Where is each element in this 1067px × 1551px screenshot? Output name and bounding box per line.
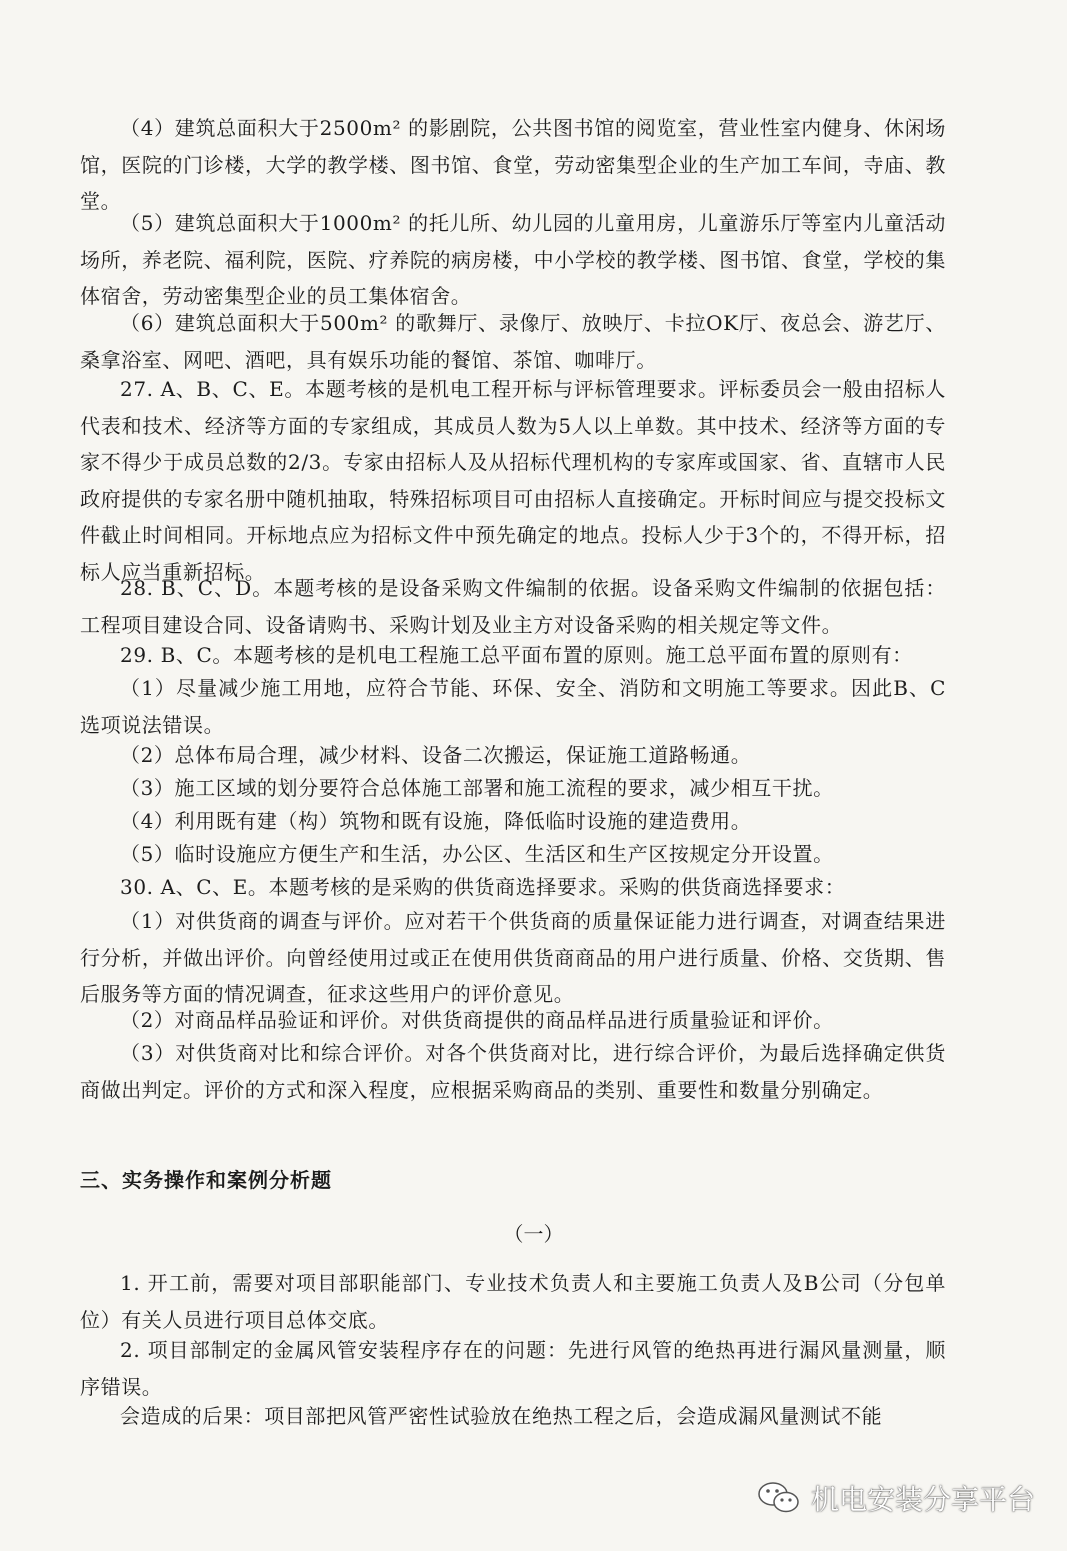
paragraph-item-4: （4）建筑总面积大于2500m² 的影剧院，公共图书馆的阅览室，营业性室内健身、休闲场馆，医院的门诊楼，大学的教学楼、图书馆、食堂，劳动密集型企业的生产加工车间，寺庙、教堂。 [80, 116, 946, 213]
wechat-icon [757, 1480, 801, 1516]
answer-29-point-4: （4）利用既有建（构）筑物和既有设施，降低临时设施的建造费用。 [120, 809, 752, 833]
case-answer-2: 2. 项目部制定的金属风管安装程序存在的问题：先进行风管的绝热再进行漏风量测量，顺序错误。 [80, 1338, 946, 1399]
answer-27: 27. A、B、C、E。本题考核的是机电工程开标与评标管理要求。评标委员会一般由招标人代表和技术、经济等方面的专家组成，其成员人数为5人以上单数。其中技术、经济等方面的专家不得少于成员总数的2/3。专家由招标人及从招标代理机构的专家库或国家、省、直辖市人民政府提供的专家名册中随机抽取，特殊招标项目可由招标人直接确定。开标时间应与提交投标文件截止时间相同。开标地点应为招标文件中预先确定的地点。投标人少于3个的，不得开标，招标人应当重新招标。 [80, 377, 946, 584]
case-answer-1: 1. 开工前，需要对项目部职能部门、专业技术负责人和主要施工负责人及B公司（分包单位）有关人员进行项目总体交底。 [80, 1271, 946, 1332]
paragraph-item-5: （5）建筑总面积大于1000m² 的托儿所、幼儿园的儿童用房，儿童游乐厅等室内儿童活动场所，养老院、福利院，医院、疗养院的病房楼，中小学校的教学楼、图书馆、食堂，学校的集体宿舍，劳动密集型企业的员工集体宿舍。 [80, 211, 946, 308]
answer-29-point-5: （5）临时设施应方便生产和生活，办公区、生活区和生产区按规定分开设置。 [120, 842, 834, 866]
watermark [757, 1478, 1035, 1518]
answer-28: 28. B、C、D。本题考核的是设备采购文件编制的依据。设备采购文件编制的依据包括：工程项目建设合同、设备请购书、采购计划及业主方对设备采购的相关规定等文件。 [80, 576, 946, 637]
case-label: （一） [503, 1222, 564, 1246]
paragraph-item-6: （6）建筑总面积大于500m² 的歌舞厅、录像厅、放映厅、卡拉OK厅、夜总会、游艺厅、桑拿浴室、网吧、酒吧，具有娱乐功能的餐馆、茶馆、咖啡厅。 [80, 311, 946, 372]
answer-29-point-2: （2）总体布局合理，减少材料、设备二次搬运，保证施工道路畅通。 [120, 743, 752, 767]
answer-29-point-3: （3）施工区域的划分要符合总体施工部署和施工流程的要求，减少相互干扰。 [120, 776, 834, 800]
answer-30-point-3: （3）对供货商对比和综合评价。对各个供货商对比，进行综合评价，为最后选择确定供货商做出判定。评价的方式和深入程度，应根据采购商品的类别、重要性和数量分别确定。 [80, 1041, 946, 1102]
case-answer-2-consequence: 会造成的后果：项目部把风管严密性试验放在绝热工程之后，会造成漏风量测试不能 [120, 1404, 883, 1428]
answer-30: 30. A、C、E。本题考核的是采购的供货商选择要求。采购的供货商选择要求： [120, 875, 846, 899]
answer-30-point-1: （1）对供货商的调查与评价。应对若干个供货商的质量保证能力进行调查，对调查结果进行分析，并做出评价。向曾经使用过或正在使用供货商商品的用户进行质量、价格、交货期、售后服务等方面的情况调查，征求这些用户的评价意见。 [80, 909, 946, 1006]
answer-29-point-1: （1）尽量减少施工用地，应符合节能、环保、安全、消防和文明施工等要求。因此B、C选项说法错误。 [80, 676, 946, 737]
watermark-text: 机电安装分享平台 [810, 1483, 1035, 1516]
answer-30-point-2: （2）对商品样品验证和评价。对供货商提供的商品样品进行质量验证和评价。 [120, 1008, 834, 1032]
section-heading: 三、实务操作和案例分析题 [80, 1168, 332, 1192]
answer-29: 29. B、C。本题考核的是机电工程施工总平面布置的原则。施工总平面布置的原则有： [120, 643, 913, 667]
